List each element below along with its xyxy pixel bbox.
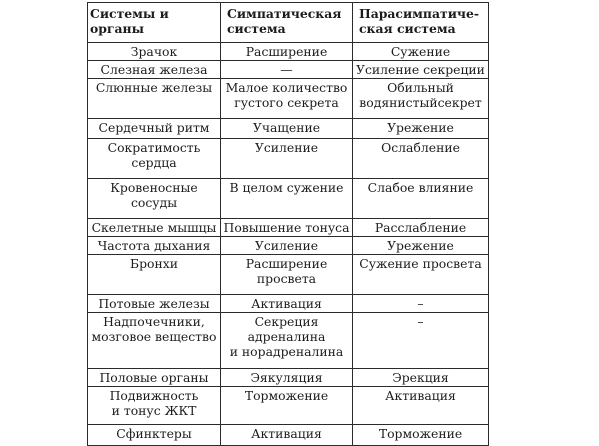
cell-line: Кровеносные [110, 180, 198, 195]
table-row [88, 237, 489, 255]
header-sympathetic [221, 3, 353, 43]
header-parasympathetic [353, 3, 489, 43]
organ-cell [88, 255, 221, 295]
table-row [88, 179, 489, 219]
organ-cell [88, 61, 221, 79]
sympathetic-cell [221, 295, 353, 313]
parasympathetic-cell [353, 139, 489, 179]
cell-line: Малое количество [225, 80, 348, 95]
cell-line: Бронхи [129, 256, 178, 271]
parasympathetic-cell [353, 255, 489, 295]
parasympathetic-cell [353, 295, 489, 313]
sympathetic-cell [221, 387, 353, 425]
sympathetic-cell [221, 425, 353, 446]
table-row [88, 43, 489, 61]
cell-line: водянистыйсекрет [359, 95, 482, 110]
cell-line: Потовые железы [98, 296, 210, 311]
table-row [88, 369, 489, 387]
cell-line: Слюнные железы [95, 80, 213, 95]
cell-line: адреналина [247, 329, 326, 344]
sympathetic-cell [221, 237, 353, 255]
header-line: Парасимпатиче- [359, 6, 479, 21]
cell-line: Эрекция [392, 370, 449, 385]
cell-line: Сужение [390, 44, 451, 59]
table-row [88, 295, 489, 313]
organ-cell [88, 369, 221, 387]
cell-line: мозговое вещество [91, 329, 217, 344]
cell-line: Расширение [245, 44, 328, 59]
parasympathetic-cell [353, 119, 489, 139]
parasympathetic-cell [353, 369, 489, 387]
cell-line: Эякуляция [250, 370, 323, 385]
header-line: ская система [359, 21, 456, 36]
organ-cell [88, 387, 221, 425]
cell-line: сердца [131, 155, 177, 170]
cell-line: Сфинктеры [116, 426, 192, 441]
organ-cell [88, 295, 221, 313]
table-row [88, 313, 489, 369]
cell-line: Усиление секреции [356, 62, 485, 77]
organ-cell [88, 179, 221, 219]
cell-line: Частота дыхания [97, 238, 211, 253]
cell-line: Зрачок [130, 44, 178, 59]
organ-cell [88, 79, 221, 119]
sympathetic-cell [221, 369, 353, 387]
sympathetic-cell [221, 139, 353, 179]
parasympathetic-cell [353, 43, 489, 61]
header-line: Симпатическая [227, 6, 342, 21]
organ-cell [88, 43, 221, 61]
organ-cell [88, 139, 221, 179]
sympathetic-cell [221, 313, 353, 369]
cell-line: Надпочечники, [103, 314, 205, 329]
cell-line: сосуды [130, 195, 178, 210]
cell-line: Подвижность [109, 388, 199, 403]
sympathetic-cell [221, 179, 353, 219]
cell-line: Повышение тонуса [223, 220, 350, 235]
cell-line: Сократимость [107, 140, 201, 155]
cell-line: Урежение [387, 120, 454, 135]
cell-line: Торможение [378, 426, 463, 441]
cell-line: Расширение [245, 256, 328, 271]
cell-line: Активация [251, 296, 322, 311]
cell-line: Усиление [254, 238, 319, 253]
cell-line: Слезная железа [100, 62, 208, 77]
parasympathetic-cell [353, 219, 489, 237]
table-row [88, 61, 489, 79]
header-line: Системы и органы [90, 6, 169, 36]
cell-line: просвета [256, 271, 317, 286]
table-row [88, 425, 489, 446]
sympathetic-cell [221, 219, 353, 237]
parasympathetic-cell [353, 237, 489, 255]
sympathetic-cell [221, 255, 353, 295]
table-row [88, 219, 489, 237]
cell-line: Торможение [244, 388, 329, 403]
cell-line: – [417, 296, 424, 311]
cell-line: Учащение [252, 120, 321, 135]
cell-line: и норадреналина [229, 344, 344, 359]
parasympathetic-cell [353, 313, 489, 369]
organ-cell [88, 313, 221, 369]
header-line: система [227, 21, 286, 36]
parasympathetic-cell [353, 61, 489, 79]
cell-line: Скелетные мышцы [91, 220, 217, 235]
parasympathetic-cell [353, 79, 489, 119]
sympathetic-cell [221, 43, 353, 61]
cell-line: Секреция [254, 314, 319, 329]
organ-cell [88, 425, 221, 446]
cell-line: Сужение просвета [359, 256, 482, 271]
parasympathetic-cell [353, 425, 489, 446]
sympathetic-cell [221, 119, 353, 139]
cell-line: Расслабление [374, 220, 467, 235]
autonomic-effects-table [87, 2, 489, 446]
cell-line: и тонус ЖКТ [111, 403, 197, 418]
sympathetic-cell [221, 79, 353, 119]
table-row [88, 139, 489, 179]
organ-cell [88, 237, 221, 255]
table-row [88, 387, 489, 425]
cell-line: Ослабление [381, 140, 460, 155]
parasympathetic-cell [353, 179, 489, 219]
header-organs [88, 3, 221, 43]
table-row [88, 79, 489, 119]
organ-cell [88, 119, 221, 139]
cell-line: — [280, 62, 293, 77]
cell-line: Урежение [387, 238, 454, 253]
table-row [88, 119, 489, 139]
sympathetic-cell [221, 61, 353, 79]
table-row [88, 255, 489, 295]
cell-line: – [417, 314, 424, 329]
cell-line: Слабое влияние [367, 180, 474, 195]
cell-line: густого секрета [234, 95, 339, 110]
parasympathetic-cell [353, 387, 489, 425]
cell-line: Активация [385, 388, 456, 403]
cell-line: Активация [251, 426, 322, 441]
header-row [88, 3, 489, 43]
cell-line: Обильный [387, 80, 454, 95]
cell-line: Сердечный ритм [98, 120, 210, 135]
cell-line: Половые органы [99, 370, 209, 385]
organ-cell [88, 219, 221, 237]
cell-line: В целом сужение [229, 180, 344, 195]
cell-line: Усиление [254, 140, 319, 155]
